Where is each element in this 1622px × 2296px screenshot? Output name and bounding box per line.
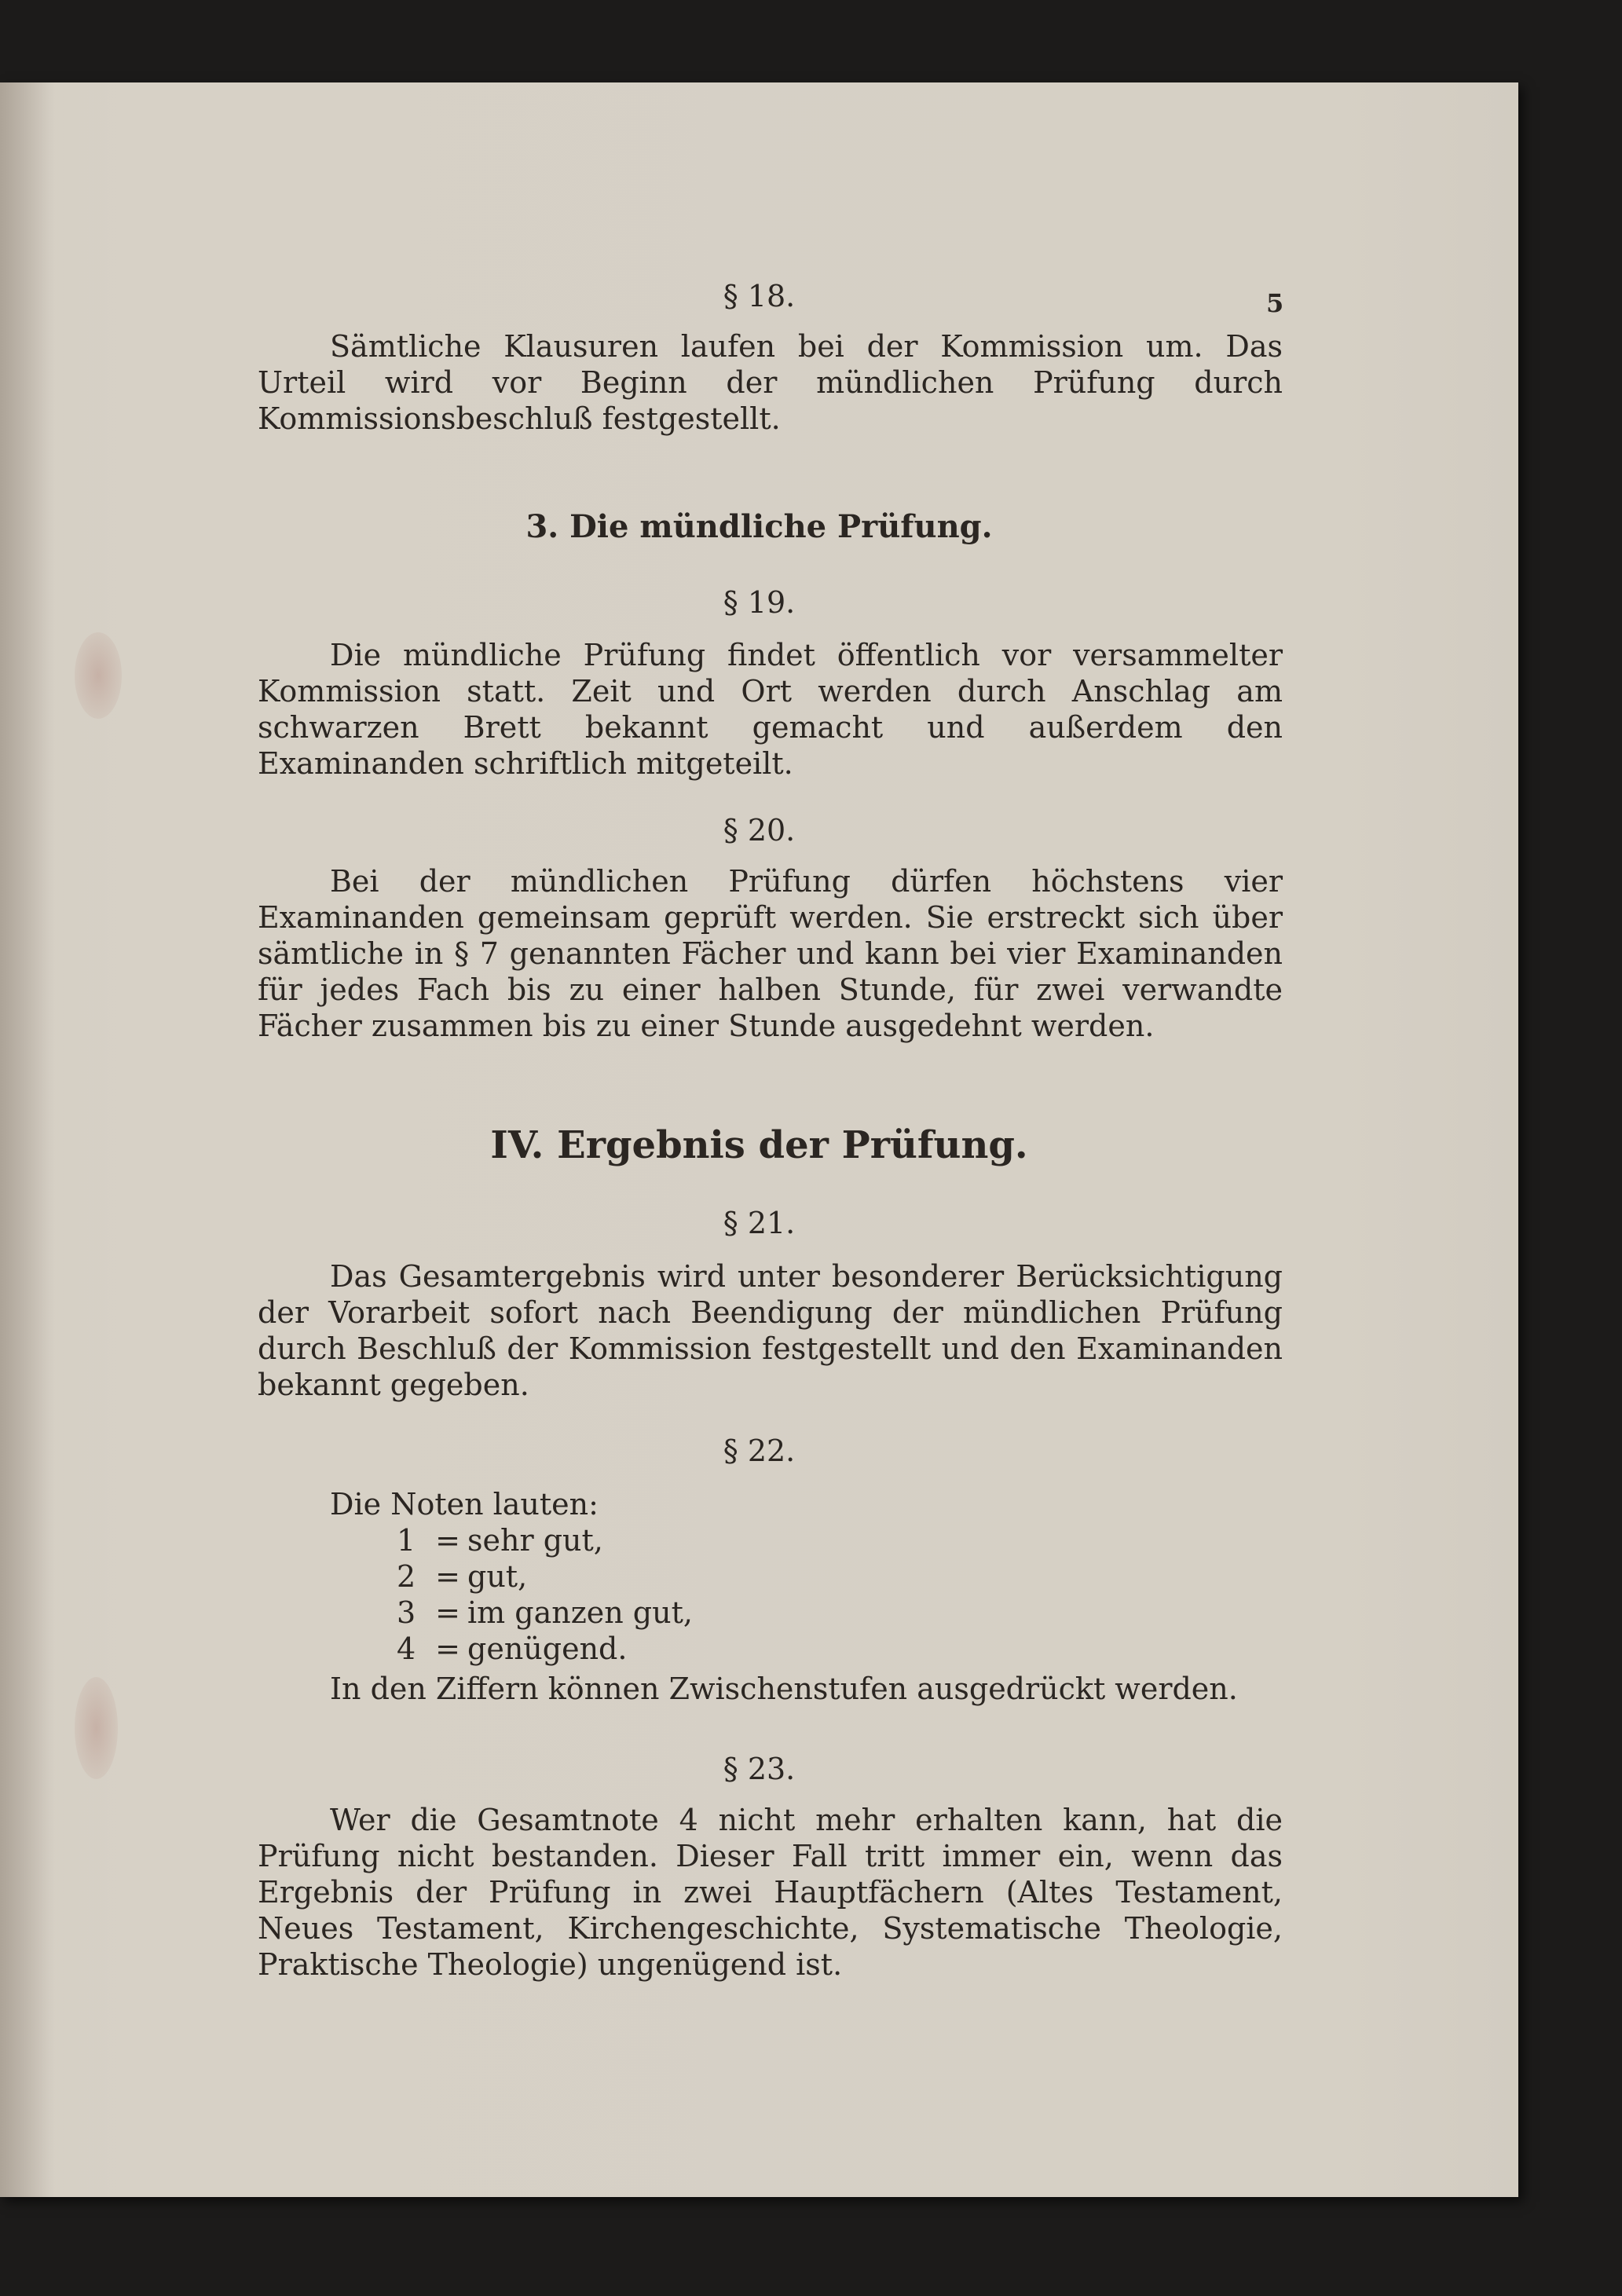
grade-equals: = bbox=[435, 1523, 460, 1558]
section-18-text bbox=[258, 328, 1283, 437]
grade-equals: = bbox=[435, 1559, 460, 1594]
section-21-body: Das Gesamtergebnis wird unter besonderer Berücksichtigung der Vorarbeit sofort nach Beendigung der mündlichen Prüfung durch Beschluß der Kommission festgestellt und den Examinanden bekannt gegeben. bbox=[258, 1259, 1283, 1402]
section-20-text bbox=[258, 863, 1283, 1044]
section-18-body: Sämtliche Klausuren laufen bei der Kommission um. Das Urteil wird vor Beginn der mündlichen Prüfung durch Kommissionsbeschluß festgestellt. bbox=[258, 329, 1283, 436]
section-20-mark: § 20. bbox=[723, 813, 796, 848]
heading-oral-exam: 3. Die mündliche Prüfung. bbox=[525, 508, 993, 545]
grade-label: im ganzen gut, bbox=[467, 1595, 693, 1630]
section-20-body: Bei der mündlichen Prüfung dürfen höchstens vier Examinanden gemeinsam geprüft werden. Sie erstreckt sich über sämtliche in § 7 genannten Fächer und kann bei vier Examinanden für jedes Fach bis zu einer halben Stunde, für zwei verwandte Fächer zusammen bis zu einer Stunde ausgedehnt werden. bbox=[258, 864, 1283, 1043]
page-number: 5 bbox=[1266, 288, 1284, 318]
section-19-text bbox=[258, 637, 1283, 782]
stain-mark bbox=[75, 632, 122, 719]
grade-number: 2 bbox=[397, 1559, 416, 1594]
grade-label: sehr gut, bbox=[467, 1523, 603, 1558]
grades-intro: Die Noten lauten: bbox=[330, 1487, 599, 1522]
grade-number: 1 bbox=[397, 1523, 416, 1558]
grade-label: genügend. bbox=[467, 1631, 628, 1666]
book-page bbox=[0, 82, 1518, 2197]
section-21-mark: § 21. bbox=[723, 1206, 796, 1240]
section-23-mark: § 23. bbox=[723, 1752, 796, 1786]
grade-equals: = bbox=[435, 1631, 460, 1666]
grade-row bbox=[397, 1595, 693, 1631]
grade-label: gut, bbox=[467, 1559, 528, 1594]
section-22-mark: § 22. bbox=[723, 1434, 796, 1468]
section-23-text bbox=[258, 1802, 1283, 1983]
grade-number: 4 bbox=[397, 1631, 416, 1666]
grade-row bbox=[397, 1522, 603, 1558]
section-23-body: Wer die Gesamtnote 4 nicht mehr erhalten kann, hat die Prüfung nicht bestanden. Dieser Fall tritt immer ein, wenn das Ergebnis der Prüfung in zwei Hauptfächern (Altes Testament, Neues Testament, Kirchengeschichte, Systematische Theologie, Praktische Theologie) ungenügend ist. bbox=[258, 1803, 1283, 1982]
grades-outro: In den Ziffern können Zwischenstufen ausgedrückt werden. bbox=[330, 1672, 1238, 1706]
heading-result: IV. Ergebnis der Prüfung. bbox=[490, 1123, 1028, 1167]
grade-row bbox=[397, 1558, 527, 1595]
section-18-mark: § 18. bbox=[723, 279, 796, 313]
grade-row bbox=[397, 1631, 627, 1667]
section-19-mark: § 19. bbox=[723, 585, 796, 620]
grade-number: 3 bbox=[397, 1595, 416, 1630]
section-19-body: Die mündliche Prüfung findet öffentlich vor versammelter Kommission statt. Zeit und Ort werden durch Anschlag am schwarzen Brett bekannt gemacht und außerdem den Examinanden schriftlich mitgeteilt. bbox=[258, 638, 1283, 781]
grade-equals: = bbox=[435, 1595, 460, 1630]
section-21-text bbox=[258, 1258, 1283, 1403]
